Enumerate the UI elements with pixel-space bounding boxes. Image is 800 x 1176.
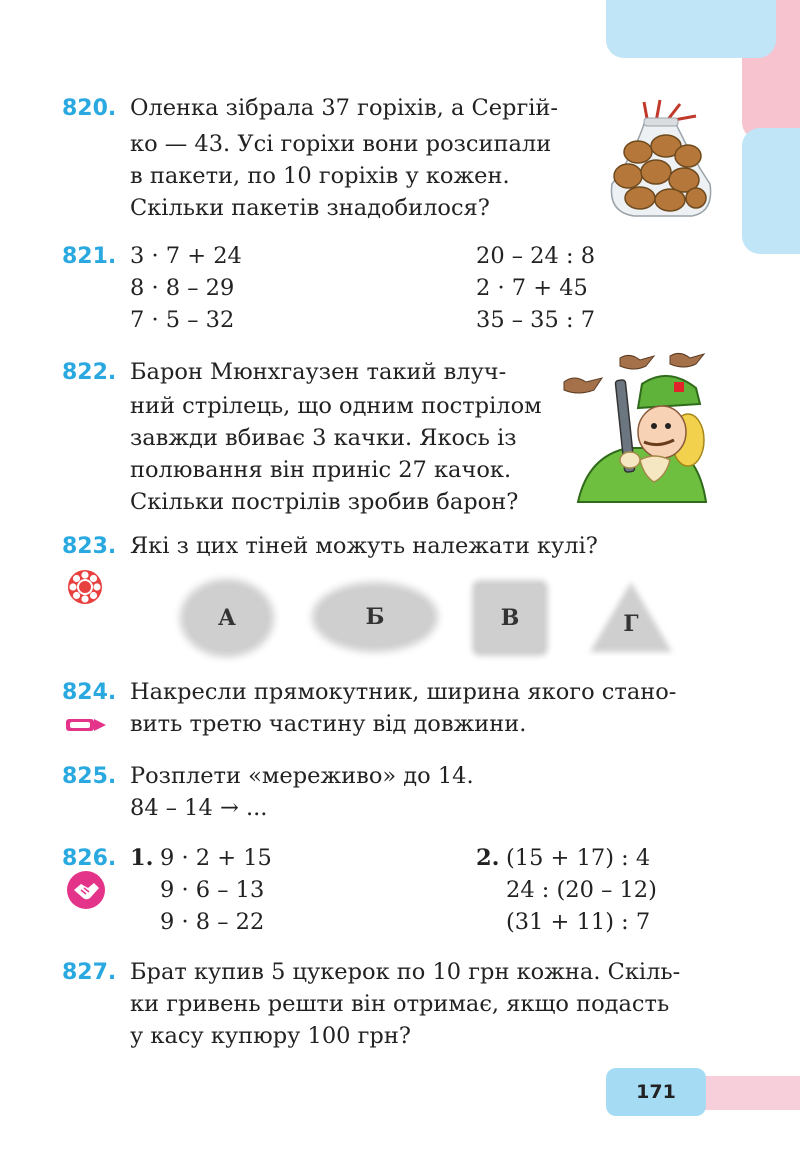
problem-text-line: 84 – 14 → ...: [130, 795, 268, 821]
problem-text-line: полювання він приніс 27 качок.: [130, 457, 512, 483]
side-tab-blue-top: [606, 0, 776, 58]
gear-flower-icon: [66, 568, 104, 606]
shadow-label: Б: [365, 604, 385, 630]
page-number-strip: [700, 1076, 800, 1110]
problem-text-line: Брат купив 5 цукерок по 10 грн кожна. Скіль-: [130, 959, 681, 985]
problem-text-line: Які з цих тіней можуть належати кулі?: [130, 533, 598, 559]
problem-text-line: Барон Мюнхгаузен такий влуч-: [130, 359, 507, 385]
problem-number: 824.: [62, 680, 117, 705]
problem-text-line: завжди вбиває 3 качки. Якось із: [130, 425, 517, 451]
problem-number: 820.: [62, 96, 117, 121]
column-label: 2.: [476, 845, 500, 871]
expression: 2 · 7 + 45: [476, 275, 588, 301]
shadow-option-g: [586, 576, 676, 656]
problem-number: 825.: [62, 764, 117, 789]
problem-number: 823.: [62, 534, 117, 559]
problem-text-line: ко — 43. Усі горіхи вони розсипали: [130, 131, 552, 157]
problem-text-line: Оленка зібрала 37 горіхів, а Сергій-: [130, 95, 559, 121]
problem-text-line: в пакети, по 10 горіхів у кожен.: [130, 163, 510, 189]
problem-text-line: ки гривень решти він отримає, якщо подасть: [130, 991, 670, 1017]
problem-number: 822.: [62, 360, 117, 385]
problem-number: 826.: [62, 846, 117, 871]
expression: 9 · 2 + 15: [160, 845, 272, 871]
problem-text-line: Накресли прямокутник, ширина якого стано-: [130, 679, 677, 705]
column-label: 1.: [130, 845, 154, 871]
expression: (15 + 17) : 4: [506, 845, 651, 871]
problem-number: 827.: [62, 960, 117, 985]
expression: 35 – 35 : 7: [476, 307, 596, 333]
handshake-icon: [66, 870, 106, 910]
shadow-label: В: [500, 605, 520, 631]
baron-hunter-illustration: [558, 352, 708, 512]
expression: 24 : (20 – 12): [506, 877, 657, 903]
expression: 9 · 8 – 22: [160, 909, 265, 935]
problem-text-line: ний стрілець, що одним пострілом: [130, 393, 542, 419]
expression: (31 + 11) : 7: [506, 909, 651, 935]
expression: 20 – 24 : 8: [476, 243, 596, 269]
expression: 7 · 5 – 32: [130, 307, 235, 333]
walnut-bag-illustration: [604, 94, 716, 220]
pencil-icon: [64, 714, 108, 736]
expression: 3 · 7 + 24: [130, 243, 242, 269]
expression: 9 · 6 – 13: [160, 877, 265, 903]
problem-number: 821.: [62, 244, 117, 269]
shadow-label: Г: [623, 611, 639, 637]
page-number: 171: [636, 1081, 676, 1103]
problem-text-line: Скільки пострілів зробив барон?: [130, 489, 519, 515]
shadow-option-b: [318, 588, 432, 646]
shadow-option-a: [186, 585, 268, 651]
problem-text-line: вить третю частину від довжини.: [130, 711, 527, 737]
expression: 8 · 8 – 29: [130, 275, 235, 301]
shadow-label: А: [218, 605, 236, 631]
side-tab-blue-mid: [742, 128, 800, 254]
shadow-option-v: [476, 584, 544, 652]
problem-text-line: Розплети «мереживо» до 14.: [130, 763, 474, 789]
problem-text-line: у касу купюру 100 грн?: [130, 1023, 411, 1049]
problem-text-line: Скільки пакетів знадобилося?: [130, 195, 490, 221]
